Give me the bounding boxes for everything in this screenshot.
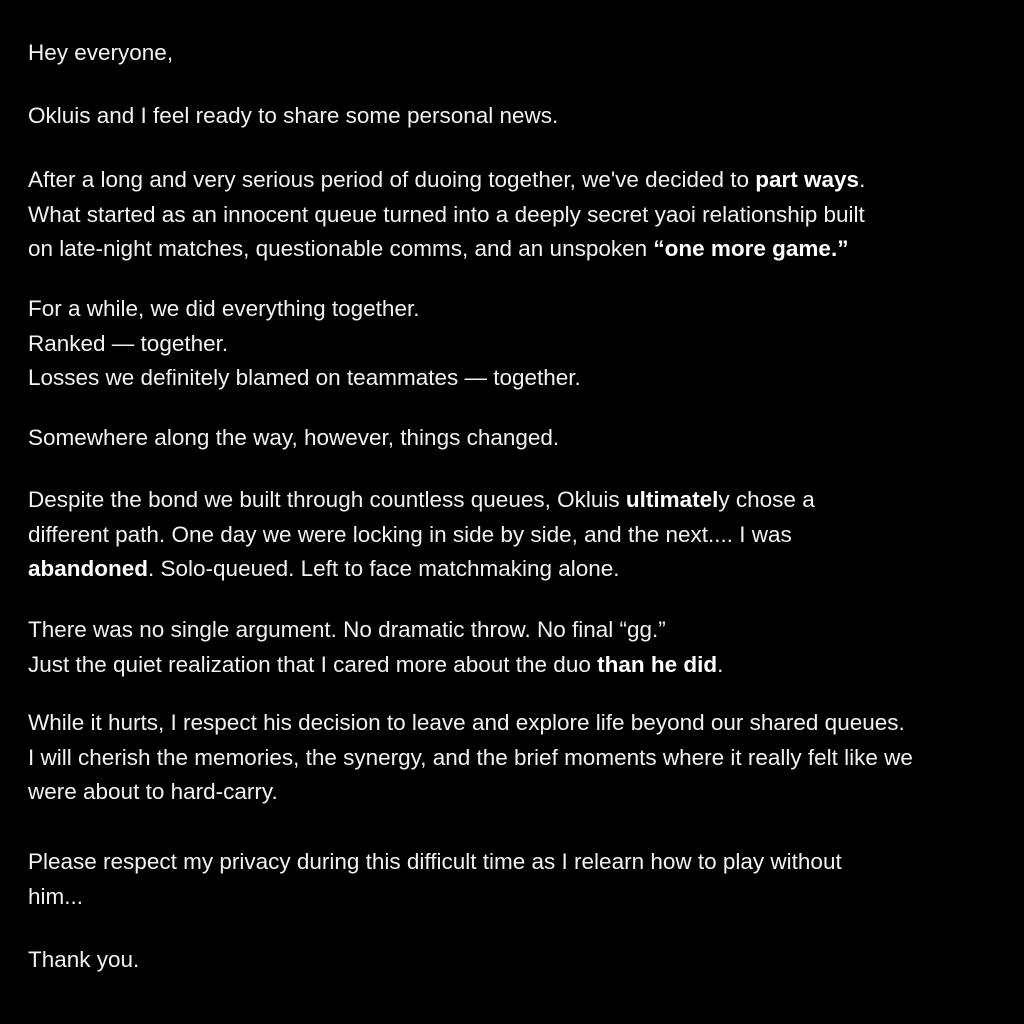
paragraph-abandoned <box>28 483 1018 587</box>
emphasis-abandoned: abandoned <box>28 556 149 581</box>
closing <box>28 943 1018 978</box>
paragraph-line: What started as an innocent queue turned into a deeply secret yaoi relationship built <box>28 201 865 227</box>
text-segment: After a long and very serious period of duoing together, we've decided to <box>28 167 756 192</box>
paragraph-line: I will cherish the memories, the synergy, and the brief moments where it really felt like we <box>28 744 913 770</box>
text-segment: Despite the bond we built through countless queues, Okluis <box>28 487 626 512</box>
paragraph-line: were about to hard-carry. <box>28 779 278 804</box>
text-segment: . Solo-queued. Left to face matchmaking alone. <box>148 556 620 581</box>
text-segment: on late-night matches, questionable comms, and an unspoken <box>28 236 654 261</box>
paragraph-line: There was no single argument. No dramatic throw. No final “gg.” <box>28 617 666 642</box>
emphasis-part-ways: part ways <box>755 167 860 192</box>
emphasis-than-he-did: than he did <box>597 651 718 677</box>
paragraph-no-argument <box>28 613 1018 682</box>
emphasis-ultimately: ultimatel <box>625 487 719 512</box>
paragraph-line <box>28 232 1018 267</box>
paragraph-line: While it hurts, I respect his decision to leave and explore life beyond our shared queues. <box>28 710 905 735</box>
paragraph-part-ways <box>28 163 1018 267</box>
intro-text: Okluis and I feel ready to share some personal news. <box>28 103 559 128</box>
paragraph-line: Losses we definitely blamed on teammates — together. <box>28 365 581 390</box>
text-segment: . <box>859 167 866 192</box>
emphasis-one-more-game: “one more game.” <box>653 236 849 261</box>
closing-text: Thank you. <box>28 947 140 972</box>
paragraph-line <box>28 552 1018 587</box>
text-segment: y chose a <box>718 487 815 512</box>
greeting-text: Hey everyone, <box>28 40 174 65</box>
paragraph-changed <box>28 421 1018 456</box>
greeting <box>28 36 1018 71</box>
text-segment: . <box>717 651 724 677</box>
paragraph-line: different path. One day we were locking in side by side, and the next.... I was <box>28 521 792 547</box>
paragraph-respect <box>28 706 1018 810</box>
text-segment: Just the quiet realization that I cared more about the duo <box>28 651 598 677</box>
paragraph-line: Somewhere along the way, however, things changed. <box>28 425 560 450</box>
paragraph-together <box>28 292 1018 396</box>
paragraph-privacy <box>28 845 1018 914</box>
paragraph-line <box>28 648 1018 683</box>
paragraph-line <box>28 163 1018 198</box>
paragraph-line <box>28 483 1018 518</box>
paragraph-line: Ranked — together. <box>28 330 229 356</box>
paragraph-line: For a while, we did everything together. <box>28 296 420 321</box>
paragraph-line: Please respect my privacy during this difficult time as I relearn how to play without <box>28 849 842 874</box>
intro-paragraph <box>28 99 1018 134</box>
paragraph-line: him... <box>28 883 84 909</box>
